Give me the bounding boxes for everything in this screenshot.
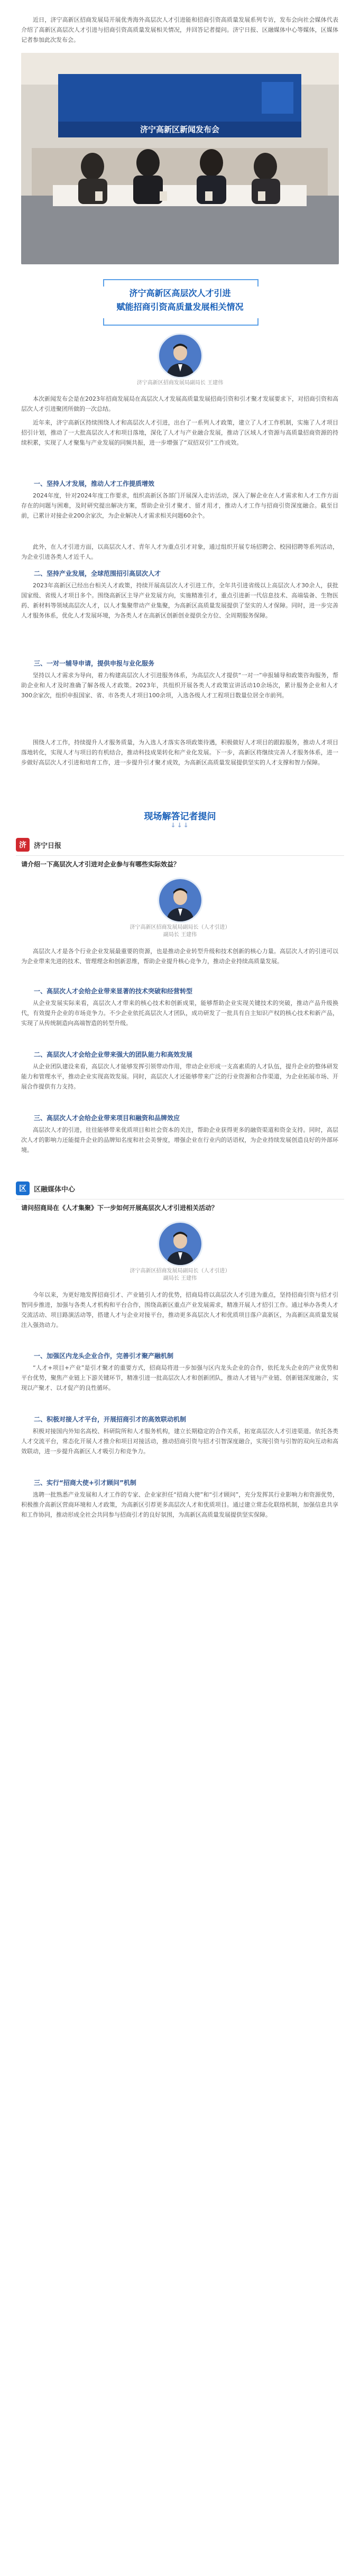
- body1-paragraph-5: 2023年高新区已经出台相关人才政策，持续开展高层次人才引进工作，全年共引进省级以上高层次人才30余人，获批国家级、省级人才项目多个。围绕高新区主导产业发展方向，实施精准引才，重点引进新一代信息技术、高端装备、生物医药、新材料等领域高层次人才，以人才集聚带动产业集聚，为高新区高质量发展提供了坚实的人才保障。同时，进一步完善人才服务体系，优化人才发展环境，为各类人才在高新区创新创业提供全方位、全周期服务保障。: [21, 582, 338, 619]
- q1-speaker-caption: 济宁高新区招商发展局副局长（人才引进） 副局长 王建伟: [130, 925, 230, 938]
- hero-banner-text: 济宁高新区新闻发布会: [140, 125, 220, 134]
- q1-divider: [16, 855, 344, 856]
- body1-paragraph-3: 2024年度，针对2024年度工作要求，组织高新区各部门开展深入走访活动，深入了解企业在人才需求和人才工作方面存在的问题与困难，及时研究提出解决方案，帮助企业引才聚才、留才用才，推动人才工作与招商引资深度融合。截至目前，已累计对接企业200余家次，为企业解决人才需求相关问题60余个。: [21, 492, 338, 519]
- q2-paragraph-2: “人才+项目+产业”是引才聚才的重要方式，招商局将进一步加强与区内龙头企业的合作，依托龙头企业的产业优势和平台优势，聚焦产业链上下游关键环节，精准引进一批高层次人才和创新团队，推动人才链与产业链、创新链深度融合，实现以产聚才、以才促产的良性循环。: [21, 1364, 338, 1391]
- body1-heading-1: 一、坚持人才发展，推动人才工作提质增效: [34, 480, 155, 487]
- q1-heading-3: 三、高层次人才会给企业带来项目和融资和品牌效应: [34, 1114, 180, 1122]
- body1-paragraph-7: 围绕人才工作，持续提升人才服务质量，为入选人才落实各项政策待遇，积极做好人才项目的跟踪服务，推动人才项目落地转化，实现人才与项目的有机结合，推动科技成果转化和产业化发展。下一步，高新区将继续完善人才服务体系，进一步做好高层次人才引进和培育工作，进一步提升引才聚才成效，为高新区高质量发展提供坚实的人才支撑和智力保障。: [21, 739, 338, 766]
- q2-question: 请问招商局在《人才集聚》下一步如何开展高层次人才引进相关活动？: [21, 1204, 218, 1212]
- q1-paragraph-2: 从企业发展实际来看，高层次人才带来的核心技术和创新成果，能够帮助企业实现关键技术的突破，推动产品升级换代，有效提升企业的市场竞争力。不少企业依托高层次人才团队，成功研发了一批具有自主知识产权的核心技术和新产品，实现了从传统制造向高端智造的转型升级。: [21, 1000, 338, 1027]
- q1-outlet-row: [16, 838, 61, 852]
- q1-outlet-name: 济宁日报: [34, 842, 62, 850]
- banner-frame-bottom: [103, 318, 259, 326]
- q2-paragraph-1: 今年以来，为更好地发挥招商引才、产业链引人才的优势，招商局将以高层次人才引进为重点，坚持招商引资与招才引智同步推进，加强与各类人才机构和平台合作，围绕高新区重点产业发展需求，精准开展人才招引工作。通过举办各类人才交流活动、项目路演活动等，搭建人才与企业对接平台，推动更多高层次人才和优质项目落户高新区，为高新区高质量发展注入强劲动力。: [21, 1291, 338, 1328]
- q1-question: 请介绍一下高层次人才引进对企业参与有哪些实际效益？: [21, 861, 180, 868]
- press-conference-photo: [21, 53, 339, 264]
- jining-daily-logo-icon: 济: [16, 838, 30, 852]
- q2-paragraph-3: 积极对接国内外知名高校、科研院所和人才服务机构，建立长期稳定的合作关系，拓宽高层次人才引进渠道。依托各类人才交流平台，常态化开展人才推介和项目对接活动，推动招商引资与招才引智深度融合，实现引资与引智的双向互动和高效联动，进一步提升高新区人才吸引力和竞争力。: [21, 1428, 338, 1455]
- q1-paragraph-4: 高层次人才的引进，往往能够带来优质项目和社会资本的关注，帮助企业获得更多的融资渠道和资金支持。同时，高层次人才的影响力还能提升企业的品牌知名度和社会美誉度，增强企业在行业内的话语权，为企业持续发展创造良好的外部环境。: [21, 1127, 338, 1153]
- banner-frame-top: [103, 279, 259, 287]
- body1-paragraph-1: 本次新闻发布会是在2023年招商发展局在高层次人才发展高质量发展招商引资和引才聚才发展要求下，对招商引资和高层次人才引进聚团所做的一次总结。: [21, 395, 338, 412]
- q2-outlet-name: 区融媒体中心: [34, 1185, 76, 1194]
- body1-paragraph-6: 坚持以人才需求为导向，着力构建高层次人才引进服务体系，为高层次人才提供“一对一”申报辅导和政策咨询服务，帮助企业和人才及时准确了解各级人才政策。2023年，共组织开展各类人才政策宣讲活动10余场次，累计服务企业和人才300余家次，组织申报国家、省、市各类人才项目100余项，入选各级人才工程项目数量位居全市前列。: [21, 672, 338, 699]
- q2-speaker-caption: 济宁高新区招商发展局副局长（人才引进） 副局长 王建伟: [130, 1268, 230, 1281]
- section-banner-1: [24, 279, 336, 327]
- speaker-avatar: [158, 333, 203, 378]
- reporter-section-arrows: ↓↓↓: [170, 821, 190, 829]
- media-center-logo-icon: 区: [16, 1181, 30, 1195]
- q1-paragraph-1: 高层次人才是各个行业企业发展最重要的资源，也是推动企业转型升级和技术创新的核心力量。高层次人才的引进可以为企业带来先进的技术、管理理念和创新思维，帮助企业提升核心竞争力，推动企业持续高质量发展。: [21, 948, 338, 965]
- q1-heading-1: 一、高层次人才会给企业带来显著的技术突破和经营转型: [34, 987, 193, 995]
- q1-heading-2: 二、高层次人才会给企业带来强大的团队能力和高效发展: [34, 1051, 193, 1058]
- body1-heading-2: 二、坚持产业发展，全球范围招引高层次人才: [34, 570, 161, 577]
- q2-speaker-avatar: [158, 1221, 203, 1267]
- q1-speaker-avatar: [158, 878, 203, 923]
- conference-scene-image: [21, 53, 339, 264]
- section1-title-line2: 赋能招商引资高质量发展相关情况: [116, 302, 244, 312]
- q2-heading-2: 二、积极对接人才平台，开展招商引才的高效联动机制: [34, 1416, 187, 1423]
- intro-paragraph: 近日，济宁高新区招商发展局开展优秀海外高层次人才引进能和招商引资高质量发展系列专访，发布会向社会媒体代表介绍了高新区高层次人才引进与招商引资高质量发展相关情况，并回答记者提问。济宁日报、区融媒体中心等媒体，区媒体记者参加此次发布会。: [21, 16, 338, 43]
- speaker-caption-1: 济宁高新区招商发展局副局长 王建伟: [136, 380, 224, 386]
- reporter-section-label: 现场解答记者提问: [144, 811, 216, 822]
- q2-heading-1: 一、加强区内龙头企业合作，完善引才聚产融机制: [34, 1352, 174, 1360]
- body1-paragraph-4: 此外，在人才引进方面，以高层次人才、青年人才为重点引才对象，通过组织开展专场招聘会、校园招聘等系列活动，为企业引进各类人才近千人。: [21, 543, 338, 560]
- q2-heading-3: 三、实行“招商大使+引才顾问”机制: [34, 1479, 136, 1486]
- q1-paragraph-3: 从企业团队建设来看，高层次人才能够发挥引领带动作用，带动企业形成一支高素质的人才队伍，提升企业的整体研发能力和管理水平，推动企业实现高效发展。同时，高层次人才还能够带来广泛的行业资源和合作渠道，为企业拓展市场、开展合作提供有力支持。: [21, 1063, 338, 1090]
- body1-heading-3: 三、一对一辅导申请，提供申报与业化服务: [34, 660, 155, 667]
- q2-paragraph-4: 选聘一批熟悉产业发展和人才工作的专家、企业家担任“招商大使”和“引才顾问”，充分发挥其行业影响力和资源优势，积极推介高新区营商环境和人才政策，为高新区引荐更多高层次人才和优质项目。通过建立常态化联络机制，加强信息共享和工作协同，推动形成全社会共同参与招商引才的良好氛围，为高新区高质量发展提供坚实保障。: [21, 1491, 338, 1518]
- body1-paragraph-2: 近年来，济宁高新区持续围绕人才和高层次人才引进，出台了一系列人才政策，建立了人才工作机制，实施了人才项目招引计划，推动了一大批高层次人才和项目落地，深化了人才与产业融合发展，推动了区域人才资源与高质量招商资源的持续积累，实现了人才聚集与产业发展的同频共振，进一步增强了“双招双引”工作成效。: [21, 419, 338, 446]
- q2-outlet-row: [16, 1181, 75, 1195]
- section1-title-line1: 济宁高新区高层次人才引进: [129, 288, 231, 298]
